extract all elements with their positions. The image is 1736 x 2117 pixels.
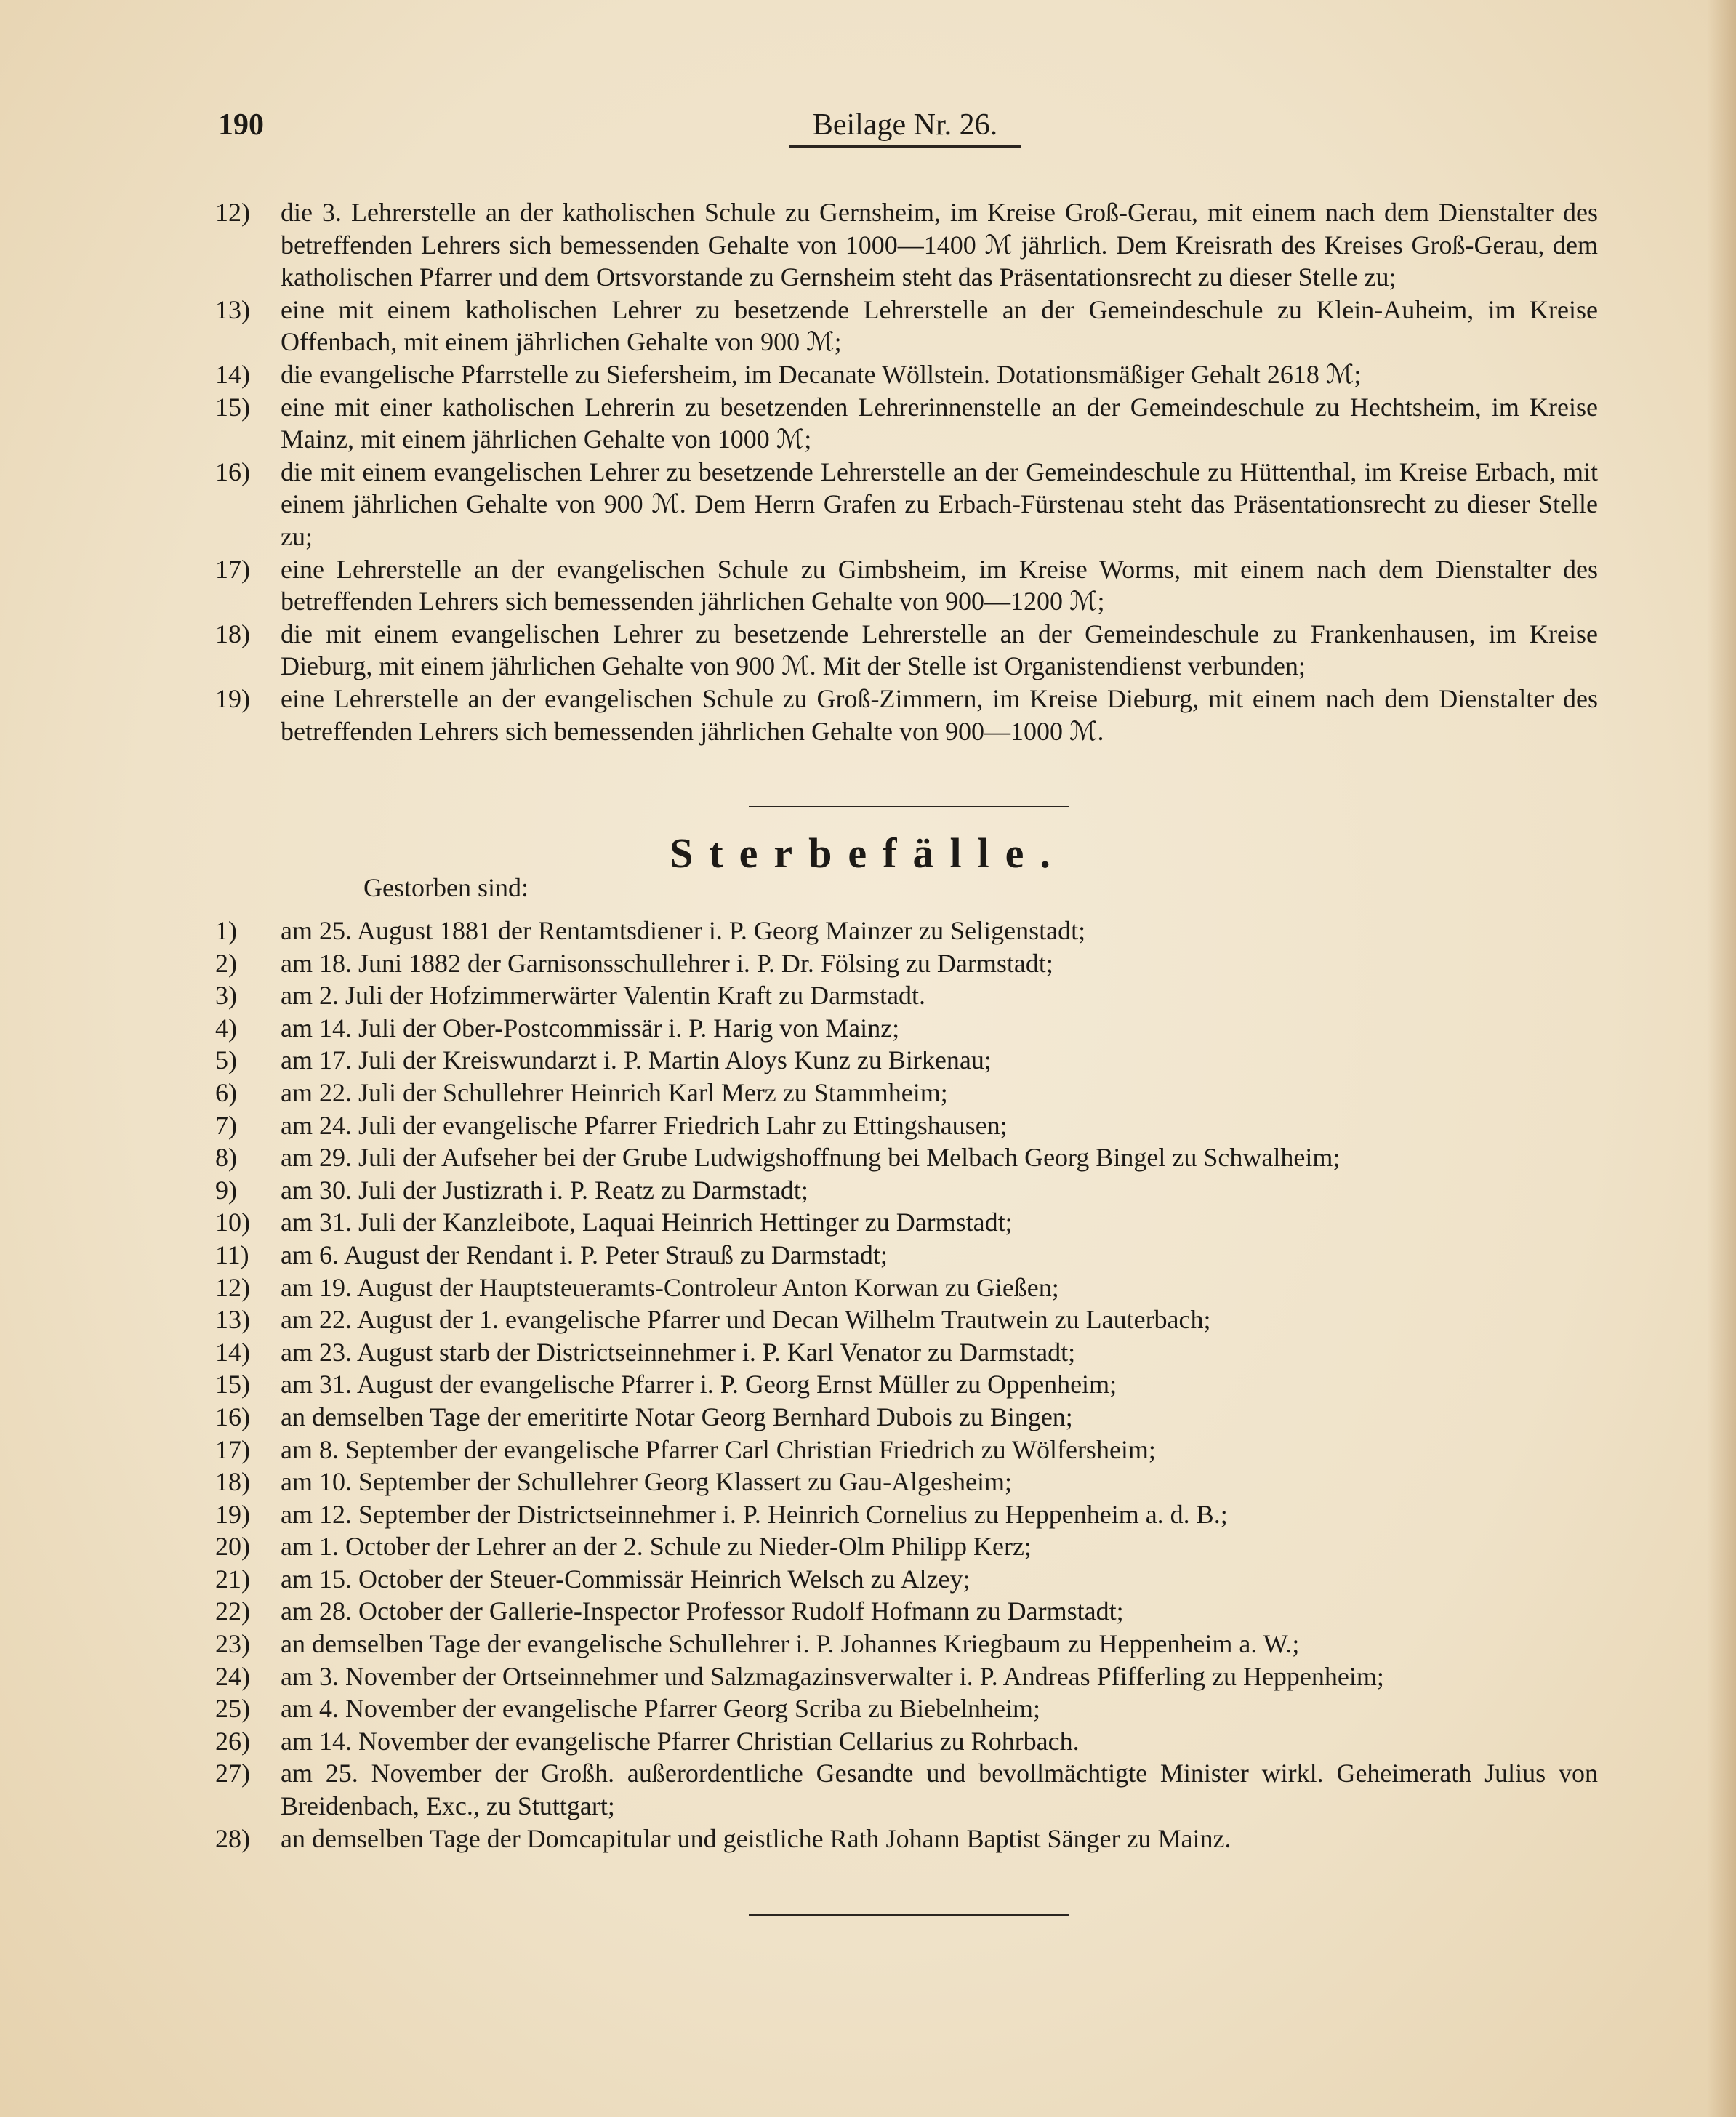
list-item <box>215 1077 1598 1109</box>
list-item <box>215 1725 1598 1758</box>
list-item <box>215 358 1598 391</box>
item-text: eine mit einer katholischen Lehrerin zu besetzenden Lehrerinnenstelle an der Gemeindeschule zu Hechtsheim, im Kreise Mainz, mit einem jährlichen Gehalte von 1000 ℳ; <box>281 392 1598 454</box>
list-item <box>215 1434 1598 1466</box>
item-number: 27) <box>215 1759 250 1788</box>
item-number: 23) <box>215 1629 250 1659</box>
vacancies-list <box>215 196 1598 747</box>
list-item <box>215 1206 1598 1239</box>
item-text: am 17. Juli der Kreiswundarzt i. P. Martin Aloys Kunz zu Birkenau; <box>281 1045 992 1075</box>
item-text: am 25. August 1881 der Rentamtsdiener i. P. Georg Mainzer zu Seligenstadt; <box>281 916 1086 945</box>
item-number: 20) <box>215 1532 250 1562</box>
item-text: am 25. November der Großh. außerordentliche Gesandte und bevollmächtigte Minister wirkl. Geheimerath Julius von Breidenbach, Exc., zu Stuttgart; <box>281 1759 1598 1821</box>
item-text: am 30. Juli der Justizrath i. P. Reatz zu Darmstadt; <box>281 1175 808 1205</box>
item-text: am 19. August der Hauptsteueramts-Controleur Anton Korwan zu Gießen; <box>281 1272 1059 1302</box>
list-item <box>215 1692 1598 1725</box>
item-number: 18) <box>215 619 250 648</box>
list-item <box>215 1757 1598 1822</box>
list-item <box>215 915 1598 947</box>
list-item <box>215 1628 1598 1660</box>
list-item <box>215 1660 1598 1693</box>
list-item <box>215 1368 1598 1401</box>
item-number: 14) <box>215 1337 250 1367</box>
item-number: 9) <box>215 1175 237 1205</box>
list-item <box>215 1401 1598 1434</box>
list-item <box>215 1563 1598 1596</box>
item-number: 24) <box>215 1661 250 1691</box>
item-number: 22) <box>215 1596 250 1626</box>
item-text: am 14. Juli der Ober-Postcommissär i. P. Harig von Mainz; <box>281 1013 900 1043</box>
item-number: 15) <box>215 1370 250 1399</box>
list-item <box>215 683 1598 747</box>
list-item <box>215 618 1598 683</box>
list-item <box>215 1530 1598 1563</box>
item-number: 12) <box>215 198 250 227</box>
item-text: eine Lehrerstelle an der evangelischen Schule zu Gimbsheim, im Kreise Worms, mit einem nach dem Dienstalter des betreffenden Lehrers sich bemessenden jährlichen Gehalte von 900—1200 ℳ; <box>281 554 1598 616</box>
item-number: 21) <box>215 1564 250 1594</box>
item-text: die 3. Lehrerstelle an der katholischen Schule zu Gernsheim, im Kreise Groß-Gerau, mit einem nach dem Dienstalter des betreffenden Lehrers sich bemessenden Gehalte von 1000—1400 ℳ jährlich. Dem Kreisrath des Kreises Groß-Gerau, dem katholischen Pfarrer und dem Ortsvorstande zu Gernsheim steht das Präsentationsrecht zu dieser Stelle zu; <box>281 198 1598 292</box>
item-number: 28) <box>215 1823 250 1853</box>
item-number: 1) <box>215 916 237 945</box>
item-number: 7) <box>215 1110 237 1140</box>
item-number: 25) <box>215 1694 250 1724</box>
item-number: 14) <box>215 359 250 389</box>
list-item <box>215 947 1598 980</box>
list-item <box>215 1239 1598 1272</box>
list-item <box>215 1044 1598 1077</box>
item-text: am 31. August der evangelische Pfarrer i. P. Georg Ernst Müller zu Oppenheim; <box>281 1370 1117 1399</box>
item-number: 16) <box>215 1402 250 1431</box>
item-text: an demselben Tage der Domcapitular und geistliche Rath Johann Baptist Sänger zu Mainz. <box>281 1823 1231 1853</box>
item-text: am 3. November der Ortseinnehmer und Salzmagazinsverwalter i. P. Andreas Pfifferling zu Heppenheim; <box>281 1661 1384 1691</box>
item-number: 11) <box>215 1240 249 1269</box>
item-text: am 2. Juli der Hofzimmerwärter Valentin Kraft zu Darmstadt. <box>281 981 926 1011</box>
list-item <box>215 1303 1598 1336</box>
end-divider <box>749 1914 1069 1916</box>
item-number: 18) <box>215 1467 250 1497</box>
item-text: am 23. August starb der Districtseinnehmer i. P. Karl Venator zu Darmstadt; <box>281 1337 1076 1367</box>
list-item <box>215 1823 1598 1855</box>
item-text: am 29. Juli der Aufseher bei der Grube Ludwigshoffnung bei Melbach Georg Bingel zu Schwalheim; <box>281 1143 1341 1173</box>
item-text: die mit einem evangelischen Lehrer zu besetzende Lehrerstelle an der Gemeindeschule zu Hüttenthal, im Kreise Erbach, mit einem jährlichen Gehalte von 900 ℳ. Dem Herrn Grafen zu Erbach-Fürstenau steht das Präsentationsrecht zu dieser Stelle zu; <box>281 457 1598 551</box>
list-item <box>215 456 1598 553</box>
list-item <box>215 1336 1598 1369</box>
item-text: am 8. September der evangelische Pfarrer Carl Christian Friedrich zu Wölfersheim; <box>281 1434 1156 1464</box>
item-number: 15) <box>215 392 250 422</box>
list-item <box>215 1012 1598 1045</box>
item-number: 8) <box>215 1143 237 1173</box>
deaths-intro: Gestorben sind: <box>363 873 529 902</box>
item-text: am 22. Juli der Schullehrer Heinrich Karl Merz zu Stammheim; <box>281 1077 948 1107</box>
list-item <box>215 294 1598 358</box>
item-text: am 24. Juli der evangelische Pfarrer Friedrich Lahr zu Ettingshausen; <box>281 1110 1008 1140</box>
deaths-list <box>215 915 1598 1855</box>
item-text: am 6. August der Rendant i. P. Peter Strauß zu Darmstadt; <box>281 1240 888 1269</box>
item-text: am 15. October der Steuer-Commissär Heinrich Welsch zu Alzey; <box>281 1564 971 1594</box>
section-divider <box>749 806 1069 807</box>
list-item <box>215 1272 1598 1304</box>
list-item <box>215 1498 1598 1531</box>
item-number: 3) <box>215 981 237 1011</box>
item-text: die evangelische Pfarrstelle zu Siefersheim, im Decanate Wöllstein. Dotationsmäßiger Gehalt 2618 ℳ; <box>281 359 1362 389</box>
item-text: eine mit einem katholischen Lehrer zu besetzende Lehrerstelle an der Gemeindeschule zu Klein-Auheim, im Kreise Offenbach, mit einem jährlichen Gehalte von 900 ℳ; <box>281 294 1598 357</box>
list-item <box>215 196 1598 294</box>
item-number: 17) <box>215 1434 250 1464</box>
item-number: 6) <box>215 1077 237 1107</box>
item-number: 19) <box>215 683 250 713</box>
item-text: am 12. September der Districtseinnehmer i. P. Heinrich Cornelius zu Heppenheim a. d. B.; <box>281 1499 1228 1529</box>
item-number: 17) <box>215 554 250 584</box>
list-item <box>215 1141 1598 1174</box>
item-text: am 10. September der Schullehrer Georg Klassert zu Gau-Algesheim; <box>281 1467 1013 1497</box>
list-item <box>215 1595 1598 1628</box>
item-text: die mit einem evangelischen Lehrer zu besetzende Lehrerstelle an der Gemeindeschule zu Frankenhausen, im Kreise Dieburg, mit einem jährlichen Gehalte von 900 ℳ. Mit der Stelle ist Organistendienst verbunden; <box>281 619 1598 681</box>
item-number: 2) <box>215 948 237 978</box>
item-text: eine Lehrerstelle an der evangelischen Schule zu Groß-Zimmern, im Kreise Dieburg, mit einem nach dem Dienstalter des betreffenden Lehrers sich bemessenden jährlichen Gehalte von 900—1000 ℳ. <box>281 683 1598 746</box>
item-number: 26) <box>215 1726 250 1756</box>
list-item <box>215 979 1598 1012</box>
item-number: 13) <box>215 294 250 324</box>
item-text: am 28. October der Gallerie-Inspector Professor Rudolf Hofmann zu Darmstadt; <box>281 1596 1124 1626</box>
item-text: am 22. August der 1. evangelische Pfarrer und Decan Wilhelm Trautwein zu Lauterbach; <box>281 1305 1211 1335</box>
page-number: 190 <box>218 108 264 142</box>
item-number: 10) <box>215 1208 250 1237</box>
list-item <box>215 553 1598 618</box>
item-text: am 4. November der evangelische Pfarrer Georg Scriba zu Biebelnheim; <box>281 1694 1040 1724</box>
list-item <box>215 1109 1598 1142</box>
item-number: 19) <box>215 1499 250 1529</box>
section-heading: Sterbefälle. <box>670 829 1066 877</box>
item-text: am 18. Juni 1882 der Garnisonsschullehrer i. P. Dr. Fölsing zu Darmstadt; <box>281 948 1053 978</box>
item-number: 4) <box>215 1013 237 1043</box>
list-item <box>215 391 1598 456</box>
item-text: am 31. Juli der Kanzleibote, Laquai Heinrich Hettinger zu Darmstadt; <box>281 1208 1013 1237</box>
list-item <box>215 1174 1598 1207</box>
running-head: Beilage Nr. 26. <box>789 108 1021 148</box>
item-number: 5) <box>215 1045 237 1075</box>
item-text: am 1. October der Lehrer an der 2. Schule zu Nieder-Olm Philipp Kerz; <box>281 1532 1032 1562</box>
item-number: 12) <box>215 1272 250 1302</box>
item-text: an demselben Tage der evangelische Schullehrer i. P. Johannes Kriegbaum zu Heppenheim a. W.; <box>281 1629 1300 1659</box>
item-text: an demselben Tage der emeritirte Notar Georg Bernhard Dubois zu Bingen; <box>281 1402 1073 1431</box>
item-number: 13) <box>215 1305 250 1335</box>
list-item <box>215 1466 1598 1498</box>
page-edge-shadow <box>1707 0 1736 2117</box>
item-text: am 14. November der evangelische Pfarrer Christian Cellarius zu Rohrbach. <box>281 1726 1080 1756</box>
item-number: 16) <box>215 457 250 486</box>
